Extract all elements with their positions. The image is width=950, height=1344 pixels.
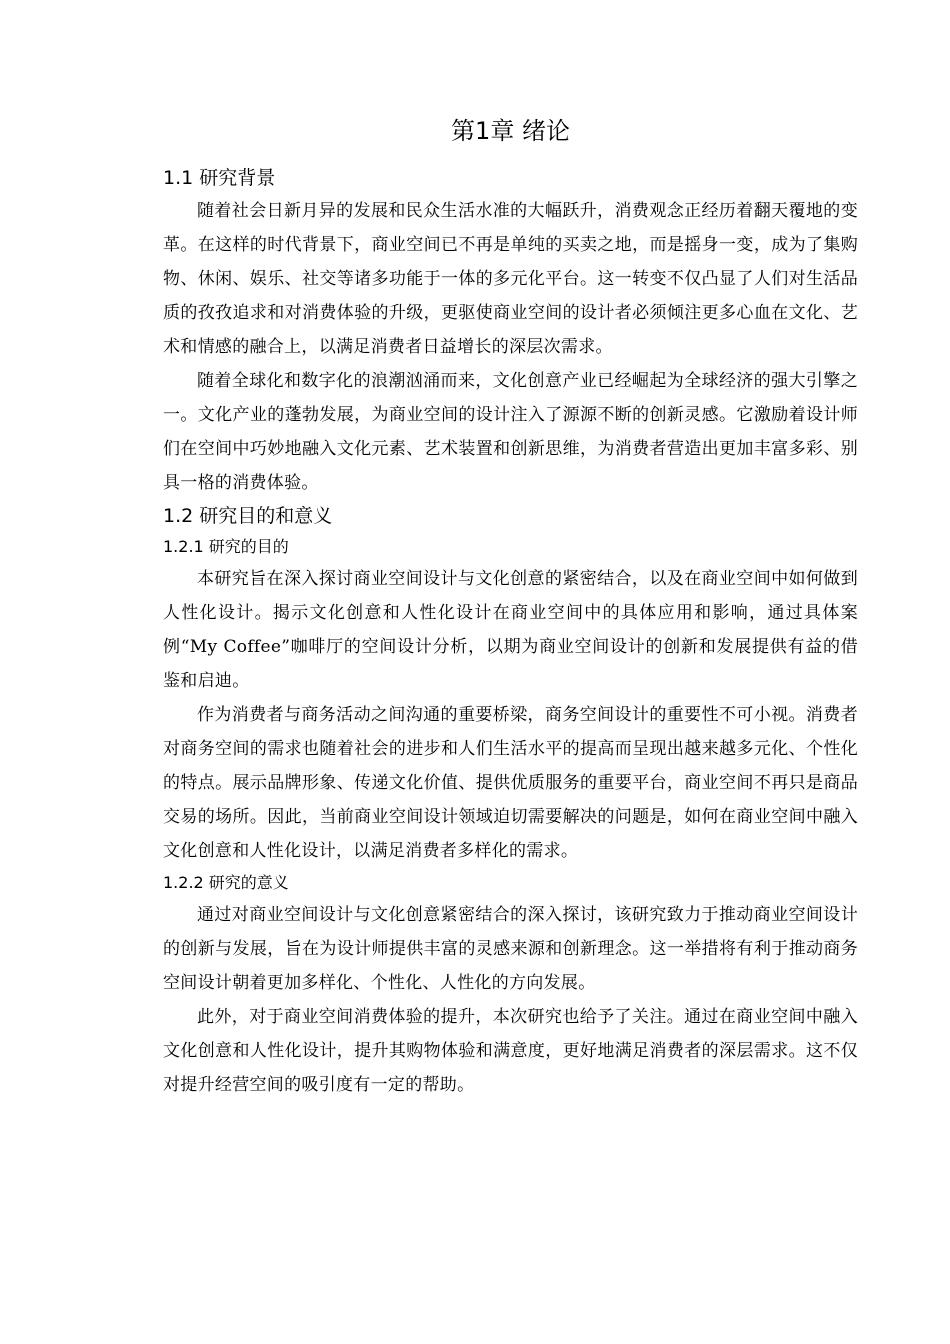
section-heading-1-2: 1.2 研究目的和意义 [163, 505, 333, 527]
paragraph: 本研究旨在深入探讨商业空间设计与文化创意的紧密结合，以及在商业空间中如何做到人性化设计。揭示文化创意和人性化设计在商业空间中的具体应用和影响，通过具体案例“My Coffee”咖啡厅的空间设计分析，以期为商业空间设计的创新和发展提供有益的借鉴和启迪。 [163, 569, 858, 691]
paragraph: 随着全球化和数字化的浪潮汹涌而来，文化创意产业已经崛起为全球经济的强大引擎之一。文化产业的蓬勃发展，为商业空间的设计注入了源源不断的创新灵感。它激励着设计师们在空间中巧妙地融入文化元素、艺术装置和创新思维，为消费者营造出更加丰富多彩、别具一格的消费体验。 [163, 371, 858, 493]
paragraph: 此外，对于商业空间消费体验的提升，本次研究也给予了关注。通过在商业空间中融入文化创意和人性化设计，提升其购物体验和满意度，更好地满足消费者的深层需求。这不仅对提升经营空间的吸引度有一定的帮助。 [163, 1007, 858, 1095]
paragraph: 作为消费者与商务活动之间沟通的重要桥梁，商务空间设计的重要性不可小视。消费者对商务空间的需求也随着社会的进步和人们生活水平的提高而呈现出越来越多元化、个性化的特点。展示品牌形象、传递文化价值、提供优质服务的重要平台，商业空间不再只是商品交易的场所。因此，当前商业空间设计领域迫切需要解决的问题是，如何在商业空间中融入文化创意和人性化设计，以满足消费者多样化的需求。 [163, 705, 858, 861]
paragraph: 通过对商业空间设计与文化创意紧密结合的深入探讨，该研究致力于推动商业空间设计的创新与发展，旨在为设计师提供丰富的灵感来源和创新理念。这一举措将有利于推动商务空间设计朝着更加多样化、个性化、人性化的方向发展。 [163, 905, 858, 993]
subsection-heading-1-2-2: 1.2.2 研究的意义 [163, 873, 289, 892]
page-content [163, 112, 858, 1102]
subsection-heading-1-2-1: 1.2.1 研究的目的 [163, 537, 289, 556]
paragraph: 随着社会日新月异的发展和民众生活水准的大幅跃升，消费观念正经历着翻天覆地的变革。在这样的时代背景下，商业空间已不再是单纯的买卖之地，而是摇身一变，成为了集购物、休闲、娱乐、社交等诸多功能于一体的多元化平台。这一转变不仅凸显了人们对生活品质的孜孜追求和对消费体验的升级，更驱使商业空间的设计者必须倾注更多心血在文化、艺术和情感的融合上，以满足消费者日益增长的深层次需求。 [163, 201, 858, 357]
section-heading-1-1: 1.1 研究背景 [163, 167, 276, 189]
chapter-title: 第1章 绪论 [451, 117, 570, 145]
